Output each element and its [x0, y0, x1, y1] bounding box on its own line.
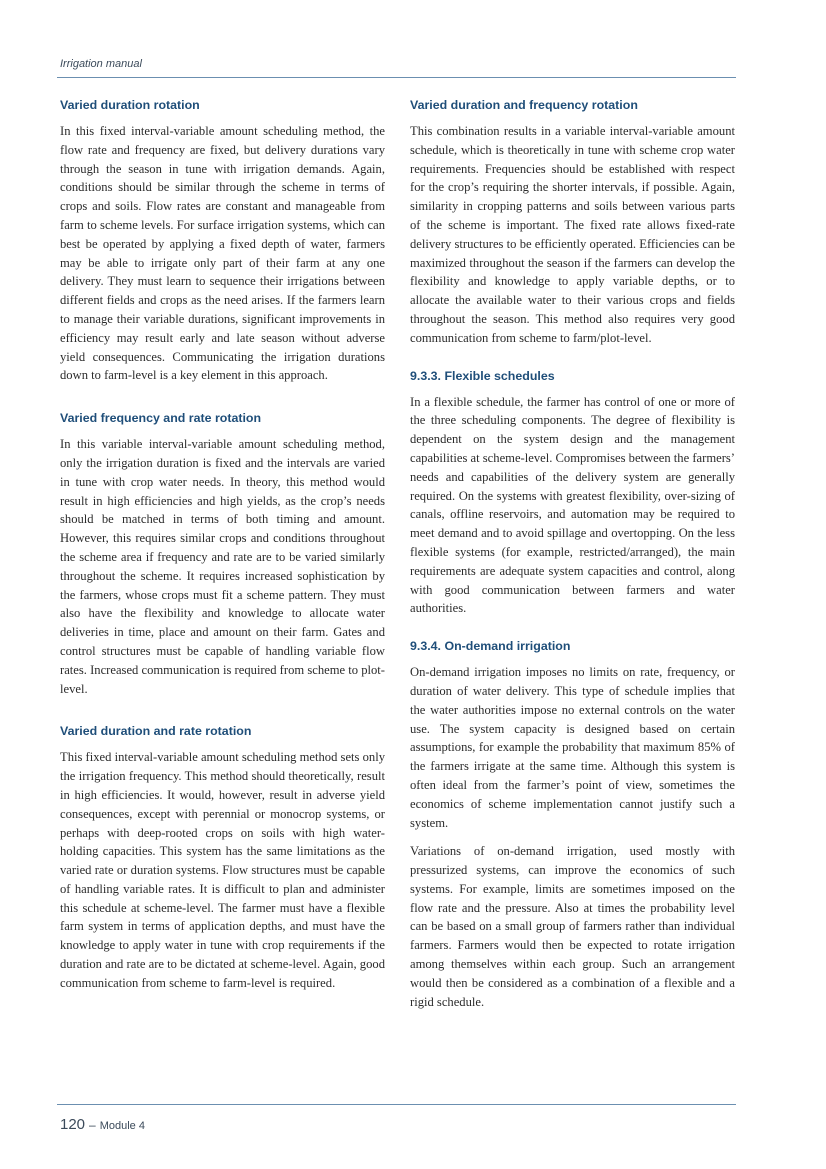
paragraph: Variations of on-demand irrigation, used mostly with pressurized systems, can improve the economics of such systems. For example, limits are sometimes imposed on the flow rate and the pressure. Also at times the probability level can be based on a small group of farmers rather than individual farmers. Farmers would then be expected to rotate irrigation among themselves within each group. Such an arrangement would then be considered as a combination of a flexible and a rigid schedule. — [410, 844, 735, 1009]
section-heading: Varied frequency and rate rotation — [60, 411, 262, 426]
section-varied-duration-rotation — [60, 97, 385, 385]
section-on-demand-irrigation — [410, 638, 735, 1011]
paragraph: In a flexible schedule, the farmer has control of one or more of the three scheduling components. The degree of flexibility is dependent on the system design and the management capabilities at scheme-level. Compromises between the farmers’ needs and capabilities of the delivery system are generally required. On the systems with greatest flexibility, over-sizing of canals, offline reservoirs, and automation may be required to meet demand and to avoid spillage and overtopping. On the less flexible systems (for example, restricted/arranged), the main requirements are adequate system capacities and control, along with good communication between farmers and water authorities. — [410, 394, 735, 616]
page-number: 120 — [60, 1116, 86, 1133]
section-varied-duration-rate-rotation — [60, 723, 385, 992]
header-rule — [57, 77, 736, 78]
section-flexible-schedules — [410, 368, 735, 619]
section-heading: Varied duration and frequency rotation — [410, 98, 638, 112]
section-heading: Varied duration rotation — [60, 98, 200, 112]
footer-rule — [57, 1104, 736, 1105]
paragraph: In this fixed interval-variable amount scheduling method, the flow rate and frequency are fixed, but delivery durations vary through the season in tune with irrigation demands. Again, conditions should be similar through the scheme in terms of crops and soils. Flow rates are constant and manageable from farm to scheme levels. For surface irrigation systems, which can best be operated by applying a fixed depth of water, farmers may be able to irrigate only part of their farm at any one delivery. They must learn to sequence their irrigations between different fields and crops as the need arises. If the farmers learn to manage their variable durations, significant improvements in efficiency may result early and late season without adverse yield consequences. Communicating the irrigation durations down to farm-level is a key element in this approach. — [60, 124, 385, 383]
paragraph: In this variable interval-variable amount scheduling method, only the irrigation duration is fixed and the intervals are varied in tune with crop water needs. In theory, this method would result in high efficiencies and high yields, as the crop’s needs should be matched in terms of both timing and amount. However, this requires similar crops and conditions throughout the scheme area if frequency and rate are to be varied similarly throughout the scheme. It requires increased sophistication by the farmers, whose crops must fit a scheme pattern. They must also have the flexibility and knowledge to allocate water deliveries in time, place and amount on their farm. Gates and control structures must be capable of handling variable flow rates. Increased communication is required from scheme to plot-level. — [60, 437, 385, 696]
section-varied-duration-frequency-rotation — [410, 97, 735, 348]
module-label: Module 4 — [99, 1120, 145, 1132]
paragraph: This fixed interval-variable amount scheduling method sets only the irrigation frequency. This method should theoretically, result in high efficiencies. It would, however, result in adverse yield consequences, except with perennial or monocrop systems, or perhaps with deep-rooted crops on soils with high water-holding capacities. This system has the same limitations as the varied rate or duration systems. Flow structures must be capable of handling variable rates. It is difficult to plan and administer this schedule at scheme-level. The farmer must have a flexible farm system in terms of application depths, and must have the knowledge to apply water in tune with crop requirements if the duration and rate are to be dictated at scheme-level. Again, good communication from scheme to farm-level is required. — [60, 750, 385, 990]
section-heading: 9.3.4. On-demand irrigation — [410, 639, 571, 654]
section-heading: Varied duration and rate rotation — [60, 724, 252, 739]
left-column — [60, 97, 385, 1018]
section-varied-frequency-rate-rotation — [60, 410, 385, 698]
right-column — [410, 97, 735, 1036]
paragraph: This combination results in a variable interval-variable amount schedule, which is theoretically in tune with scheme crop water requirements. Frequencies should be established with respect for the crop’s requiring the shorter intervals, if possible. Again, similarity in cropping patterns and soils between various parts of the scheme is important. The fixed rate allows fixed-rate delivery structures to be efficiently operated. Efficiencies can be maximized throughout the season if the farmers can develop the flexibility and knowledge to apply variable depths, or to allocate the available water to their various crops and fields throughout the season. This method also requires very good communication from scheme to farm/plot-level. — [410, 124, 735, 345]
section-heading: 9.3.3. Flexible schedules — [410, 368, 555, 383]
paragraph: On-demand irrigation imposes no limits on rate, frequency, or duration of water delivery. This type of schedule implies that the water authorities impose no external controls on the water use. The system capacity is designed based on certain assumptions, for example the probability that maximum 85% of the farmers irrigate at the same time. Although this system is often ideal from the farmer’s point of view, sometimes the economics of scheme implementation cannot justify such a system. — [410, 665, 735, 830]
page-footer — [60, 1116, 145, 1134]
footer-separator: – — [89, 1118, 96, 1132]
running-header: Irrigation manual — [60, 58, 142, 70]
